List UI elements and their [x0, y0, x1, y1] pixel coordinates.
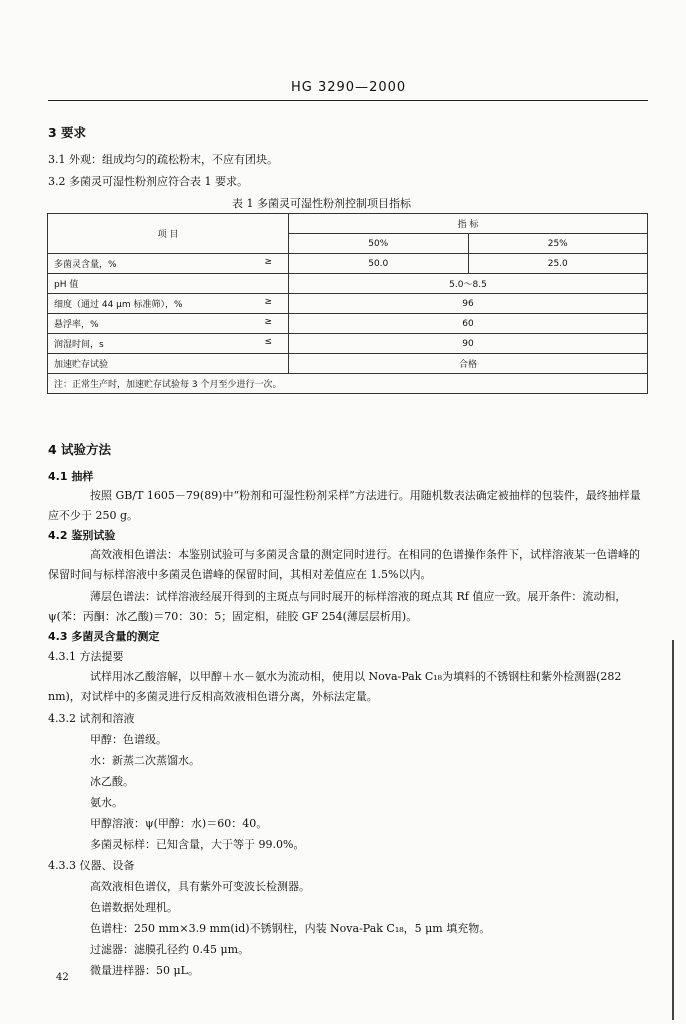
- row-label: 细度（通过 44 μm 标准筛），%: [54, 300, 183, 310]
- reagent-item: 甲醇溶液：ψ(甲醇：水)＝60：40。: [90, 817, 268, 830]
- reagent-item: 氨水。: [90, 796, 123, 809]
- table-title: 表 1 多菌灵可湿性粉剂控制项目指标: [232, 197, 411, 210]
- clause-3-1: 3.1 外观：组成均匀的疏松粉末，不应有团块。: [48, 153, 278, 166]
- instrument-item: 高效液相色谱仪，具有紫外可变波长检测器。: [90, 880, 310, 893]
- section-3-heading: 3 要求: [48, 125, 87, 140]
- row-label: 加速贮存试验: [54, 360, 109, 370]
- reagent-item: 多菌灵标样：已知含量，大于等于 99.0%。: [90, 838, 305, 851]
- clause-4-3-1: 4.3.1 方法提要: [48, 650, 124, 663]
- row-label: 润湿时间，s: [54, 340, 104, 350]
- row-label: pH 值: [54, 280, 79, 290]
- section-4-heading: 4 试验方法: [48, 442, 112, 457]
- row-value-50: 50.0: [289, 254, 469, 274]
- header-25: 25%: [468, 234, 648, 254]
- clause-4-2-text-tlc: 薄层色谱法：试样溶液经展开得到的主斑点与同时展开的标样溶液的斑点其 Rf 值应一致。展开条件：流动相，ψ(苯：丙酮：冰乙酸)＝70：30：5；固定相，硅胶 GF 254(薄层层析用)。: [48, 590, 627, 623]
- clause-4-3-2: 4.3.2 试剂和溶液: [48, 712, 135, 725]
- scan-edge-line: [672, 640, 674, 1020]
- row-value-25: 25.0: [468, 254, 648, 274]
- table-row: [48, 274, 648, 294]
- clause-4-1: 4.1 抽样: [48, 470, 94, 483]
- page-number: 42: [56, 972, 69, 983]
- clause-4-2-text-hplc: 高效液相色谱法：本鉴别试验可与多菌灵含量的测定同时进行。在相同的色谱操作条件下，试样溶液某一色谱峰的保留时间与标样溶液中多菌灵色谱峰的保留时间，其相对差值应在 1.5%以内。: [48, 548, 640, 581]
- reagent-item: 冰乙酸。: [90, 775, 134, 788]
- document-code: HG 3290—2000: [291, 80, 407, 95]
- row-label: 多菌灵含量，%: [54, 260, 117, 270]
- table-row: [48, 314, 648, 334]
- header-index: 指 标: [289, 214, 648, 234]
- instrument-item: 色谱数据处理机。: [90, 901, 178, 914]
- clause-4-2: 4.2 鉴别试验: [48, 529, 116, 542]
- table-row: [48, 334, 648, 354]
- row-value: 96: [289, 294, 648, 314]
- reagent-item: 甲醇：色谱级。: [90, 733, 167, 746]
- row-symbol: ≥: [264, 297, 272, 307]
- instrument-item: 色谱柱：250 mm×3.9 mm(id)不锈钢柱，内装 Nova-Pak C₁₈，5 μm 填充物。: [90, 922, 491, 935]
- row-label: 悬浮率，%: [54, 320, 99, 330]
- row-value: 90: [289, 334, 648, 354]
- header-item: 项 目: [48, 214, 289, 254]
- clause-3-2: 3.2 多菌灵可湿性粉剂应符合表 1 要求。: [48, 175, 248, 188]
- row-symbol: ≥: [264, 317, 272, 327]
- table-note: 注：正常生产时，加速贮存试验每 3 个月至少进行一次。: [48, 374, 648, 394]
- table-row: [48, 254, 648, 274]
- row-value: 5.0～8.5: [289, 274, 648, 294]
- table-row: [48, 354, 648, 374]
- clause-4-3-1-text: 试样用冰乙酸溶解，以甲醇＋水－氨水为流动相，使用以 Nova-Pak C₁₈为填料的不锈钢柱和紫外检测器(282 nm)，对试样中的多菌灵进行反相高效液相色谱分离，外标法定量。: [48, 670, 622, 703]
- clause-4-3-3: 4.3.3 仪器、设备: [48, 859, 135, 872]
- row-value: 60: [289, 314, 648, 334]
- spec-table: [47, 213, 648, 394]
- reagent-item: 水：新蒸二次蒸馏水。: [90, 754, 200, 767]
- row-value: 合格: [289, 354, 648, 374]
- header-50: 50%: [289, 234, 469, 254]
- clause-4-3: 4.3 多菌灵含量的测定: [48, 630, 160, 643]
- instrument-item: 微量进样器：50 μL。: [90, 964, 199, 977]
- row-symbol: ≤: [264, 337, 272, 347]
- instrument-item: 过滤器：滤膜孔径约 0.45 μm。: [90, 943, 250, 956]
- table-header-row: [48, 214, 648, 234]
- table-note-row: [48, 374, 648, 394]
- table-row: [48, 294, 648, 314]
- row-symbol: ≥: [264, 257, 272, 267]
- clause-4-1-text: 按照 GB/T 1605－79(89)中“粉剂和可湿性粉剂采样”方法进行。用随机数表法确定被抽样的包装件，最终抽样量应不少于 250 g。: [48, 489, 641, 522]
- header-rule: [48, 100, 648, 101]
